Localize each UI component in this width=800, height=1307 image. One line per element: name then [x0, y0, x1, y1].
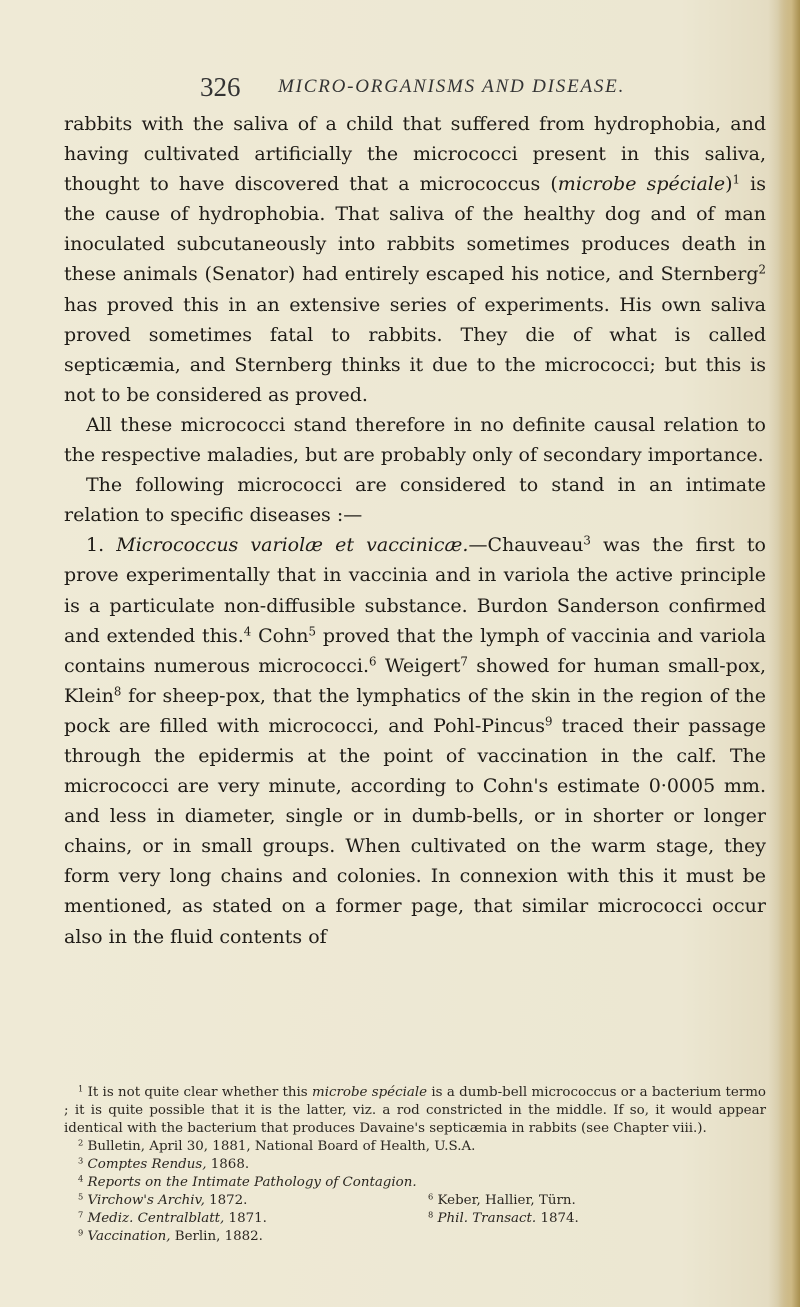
footnote-row: [64, 1210, 766, 1228]
footnote-text: It is not quite clear whether this: [83, 1085, 312, 1100]
footnote-row: [64, 1192, 766, 1210]
footnote-number: 9: [78, 1227, 84, 1238]
footnote-6: [414, 1192, 764, 1210]
text-run: showed for human small-pox, Klein: [64, 654, 767, 707]
paragraph-3: The following micrococci are considered to stand in an intimate relation to specific diseases :—: [64, 474, 766, 527]
footnote-number: 3: [78, 1155, 84, 1166]
body-text: [64, 109, 766, 952]
text-run: —Chauveau: [468, 534, 584, 557]
footnote-ref: 2: [758, 263, 766, 277]
footnote-italic: Virchow's Archiv,: [83, 1193, 205, 1208]
footnote-number: 1: [78, 1083, 84, 1094]
footnote-1: [64, 1084, 766, 1138]
text-run: proved that the lymph of vaccinia and variola contains numerous micrococci.: [64, 624, 766, 677]
footnote-italic: microbe spéciale: [312, 1085, 428, 1100]
footnote-5: [64, 1192, 414, 1210]
footnote-italic: Vaccination,: [83, 1229, 171, 1244]
paragraph-2: All these micrococci stand therefore in no definite causal relation to the respective maladies, but are probably only of secondary importance.: [64, 413, 766, 467]
text-run: was the first to prove experimentally that in vaccinia and in variola the active principle is a particulate non-diffusible substance. Burdon Sanderson confirmed and extended this.: [64, 534, 766, 647]
footnote-text: Keber, Hallier, Türn.: [433, 1193, 576, 1208]
italic-term: Micrococcus variolæ et vaccinicæ.: [116, 534, 469, 557]
page-edge: [778, 0, 800, 1307]
footnote-italic: Phil. Transact.: [433, 1211, 537, 1226]
footnote-number: 6: [428, 1191, 434, 1202]
footnote-ref: 9: [545, 714, 553, 729]
footnote-ref: 1: [732, 172, 741, 187]
footnote-number: 2: [78, 1137, 84, 1148]
text-run: rabbits with the saliva of a child that suffered from hydrophobia, and having cultivated artificially the micrococci present in this saliva, thought to have discovered that a micrococcus (: [64, 113, 766, 196]
footnote-ref: 7: [460, 654, 468, 669]
footnote-ref: 4: [243, 624, 252, 639]
footnote-number: 8: [428, 1209, 434, 1220]
footnote-number: 4: [78, 1173, 84, 1184]
footnote-italic: Reports on the Intimate Pathology of Contagion.: [83, 1175, 417, 1190]
footnote-text: 1872.: [204, 1193, 248, 1208]
footnote-9: [64, 1228, 766, 1246]
running-title: MICRO-ORGANISMS AND DISEASE.: [278, 76, 626, 97]
page-number: 326: [200, 72, 241, 102]
footnote-2: [64, 1138, 766, 1156]
text-run: has proved this in an extensive series of experiments. His own saliva proved sometimes fatal to rabbits. They die of what is called septicæmia, and Sternberg thinks it due to the micrococci; but this is not to be considered as proved.: [64, 293, 766, 406]
footnote-italic: Mediz. Centralblatt,: [83, 1211, 225, 1226]
text-run: Cohn: [251, 624, 309, 647]
footnote-ref: 6: [369, 654, 377, 669]
italic-term: microbe spéciale: [557, 173, 726, 196]
footnote-text: 1871.: [224, 1211, 267, 1226]
footnote-8: [414, 1210, 764, 1228]
footnote-text: 1868.: [206, 1157, 250, 1172]
footnote-7: [64, 1210, 414, 1228]
text-run: for sheep-pox, that the lymphatics of the skin in the region of the pock are filled with micrococci, and Pohl-Pincus: [64, 684, 766, 737]
footnote-text: is a dumb-bell micrococcus or a bacterium termo ; it is quite possible that it is the latter, viz. a rod constricted in the middle. If so, it would appear identical with the bacterium that produces Davaine's septicæmia in rabbits (see Chapter viii.).: [64, 1085, 766, 1136]
paragraph-1: rabbits with the saliva of a child that suffered from hydrophobia, and having cultivated artificially the micrococci present in this saliva, thought to have discovered that a micrococcus (microbe spéciale)$^1$ is the cause of hydrophobia. That saliva of the healthy dog and of man inoculated subcutaneously into rabbits sometimes produces death in these animals (Senator) had entirely escaped his notice, and Sternberg$^2$ has proved this in an extensive series of experiments. His own saliva proved sometimes fatal to rabbits. They die of what is called septicæmia, and Sternberg thinks it due to the micrococci; but this is not to be considered as proved.: [64, 113, 766, 406]
footnote-ref: 3: [583, 533, 591, 548]
footnote-italic: Comptes Rendus,: [83, 1157, 207, 1172]
footnote-number: 7: [78, 1209, 84, 1220]
page-header: [200, 72, 630, 108]
footnote-text: 1874.: [536, 1211, 579, 1226]
item-number: 1.: [86, 534, 117, 557]
footnote-3: [64, 1156, 766, 1174]
text-run: Weigert: [376, 654, 461, 677]
text-run: is the cause of hydrophobia. That saliva of the healthy dog and of man inoculated subcutaneously into rabbits sometimes produces death in these animals (Senator) had entirely escaped his notice, and Sternberg: [64, 173, 766, 286]
footnote-ref: 5: [308, 624, 317, 639]
footnote-text: Berlin, 1882.: [170, 1229, 263, 1244]
footnote-number: 5: [78, 1191, 84, 1202]
footnote-ref: 8: [113, 684, 122, 699]
paragraph-4: [64, 530, 766, 951]
text-run: traced their passage through the epidermis at the point of vaccination in the calf. The micrococci are very minute, according to Cohn's estimate 0·0005 mm. and less in diameter, single or in dumb-bells, or in shorter or longer chains, or in small groups. When cultivated on the warm stage, they form very long chains and colonies. In connexion with this it must be mentioned, as stated on a former page, that similar micrococci occur also in the fluid contents of: [64, 714, 766, 948]
footnote-text: Bulletin, April 30, 1881, National Board of Health, U.S.A.: [83, 1139, 476, 1154]
footnote-4: [64, 1174, 766, 1192]
footnotes: [64, 1084, 766, 1246]
